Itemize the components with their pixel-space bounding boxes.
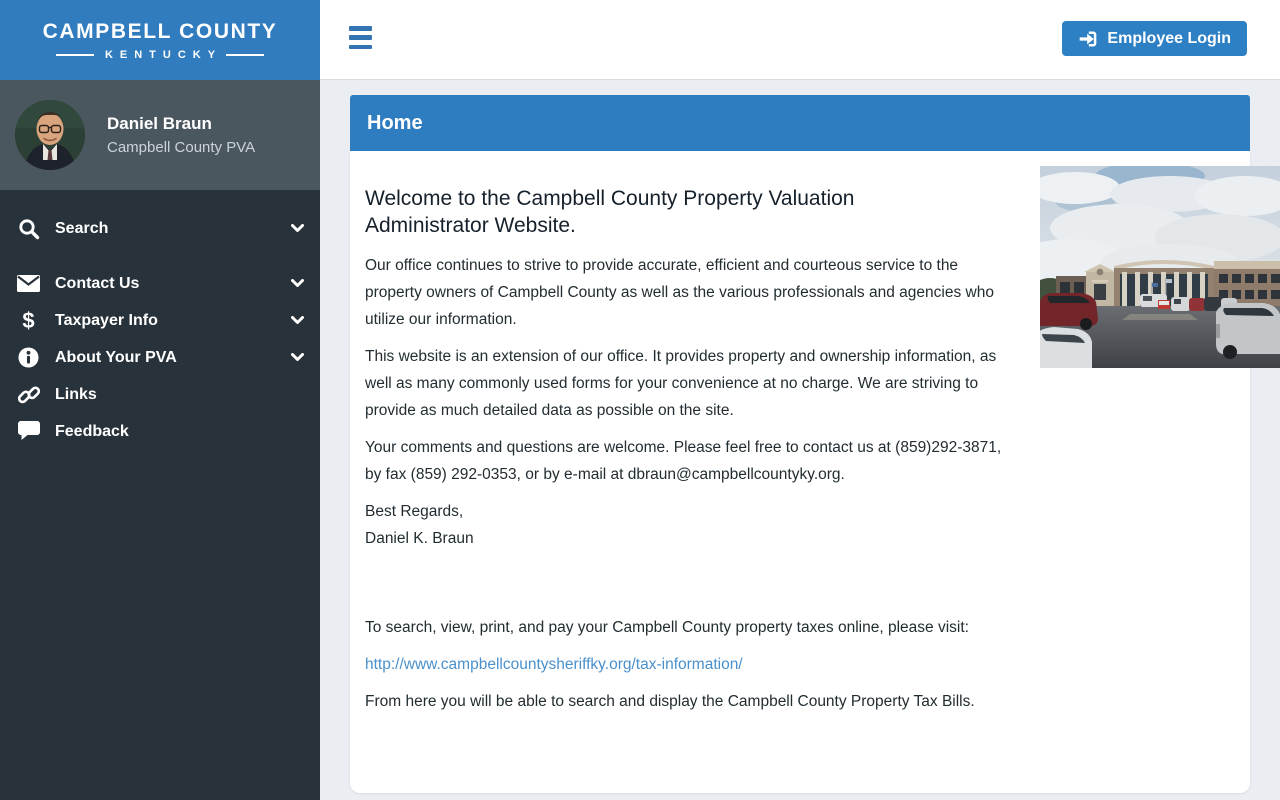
chevron-down-icon	[291, 353, 304, 362]
signature-line1: Best Regards,	[365, 503, 464, 520]
sidebar-item-contact-us[interactable]	[0, 265, 320, 302]
brand-subtitle-row	[56, 49, 264, 61]
sign-in-icon	[1078, 29, 1098, 49]
sidebar-item-label: About Your PVA	[55, 348, 177, 366]
sheriff-tax-link[interactable]: http://www.campbellcountysheriffky.org/tax-information/	[365, 656, 743, 673]
spacer	[365, 562, 1235, 614]
chevron-down-icon	[291, 224, 304, 233]
sidebar-item-about-your-pva[interactable]	[0, 339, 320, 376]
paragraph-office: Our office continues to strive to provide accurate, efficient and courteous service to the property owners of Campbell County as well as the various professionals and agencies who utilize our information.	[365, 257, 994, 328]
page-header	[350, 95, 1250, 151]
sidebar-item-label: Taxpayer Info	[55, 311, 158, 329]
chevron-down-icon	[291, 279, 304, 288]
paragraph-website: This website is an extension of our office. It provides property and ownership information, as well as many commonly used forms for your convenience at no charge. We are striving to provide as much detailed data as possible on the site.	[365, 348, 997, 419]
sidebar-item-search[interactable]	[0, 210, 320, 247]
sidebar-item-taxpayer-info[interactable]	[0, 302, 320, 339]
sidebar-item-links[interactable]	[0, 376, 320, 413]
chevron-down-icon	[291, 316, 304, 325]
topbar	[320, 0, 1280, 80]
link-icon	[15, 384, 42, 406]
sidebar-item-label: Search	[55, 219, 109, 237]
sidebar	[0, 0, 320, 800]
comment-icon	[15, 421, 42, 442]
sidebar-item-feedback[interactable]	[0, 413, 320, 450]
sidebar-item-label: Contact Us	[55, 274, 140, 292]
sidebar-item-label: Feedback	[55, 422, 129, 440]
user-profile	[0, 80, 320, 190]
dollar-icon: $	[22, 307, 35, 333]
sidebar-item-label: Links	[55, 385, 97, 403]
building-photo	[1040, 166, 1280, 368]
signature	[365, 498, 1003, 552]
profile-role: Campbell County PVA	[107, 139, 256, 156]
brand-title: CAMPBELL COUNTY	[42, 19, 278, 43]
search-icon	[15, 218, 42, 240]
brand-rule-right	[226, 54, 264, 56]
welcome-heading: Welcome to the Campbell County Property Valuation Administrator Website.	[365, 187, 855, 237]
profile-text	[107, 114, 255, 156]
page-title: Home	[367, 111, 423, 134]
employee-login-button[interactable]	[1062, 21, 1247, 56]
paragraph-contact: Your comments and questions are welcome. Please feel free to contact us at (859)292-3871, by fax (859) 292-0353, or by e-mail at dbraun@campbellcountyky.org.	[365, 439, 1002, 483]
main-content	[320, 80, 1280, 800]
envelope-icon	[15, 275, 42, 292]
avatar	[15, 100, 85, 170]
brand-logo	[0, 0, 320, 80]
info-icon	[15, 347, 42, 368]
brand-rule-left	[56, 54, 94, 56]
profile-name: Daniel Braun	[107, 114, 212, 133]
employee-login-label: Employee Login	[1107, 29, 1231, 47]
paragraph-taxes-intro: To search, view, print, and pay your Campbell County property taxes online, please visit:	[365, 619, 969, 636]
hamburger-menu-icon[interactable]	[349, 26, 372, 49]
sidebar-menu	[0, 190, 320, 450]
signature-line2: Daniel K. Braun	[365, 530, 474, 547]
brand-subtitle: KENTUCKY	[104, 48, 223, 61]
content-card	[350, 151, 1250, 793]
paragraph-taxes-outro: From here you will be able to search and display the Campbell County Property Tax Bills.	[365, 693, 975, 710]
